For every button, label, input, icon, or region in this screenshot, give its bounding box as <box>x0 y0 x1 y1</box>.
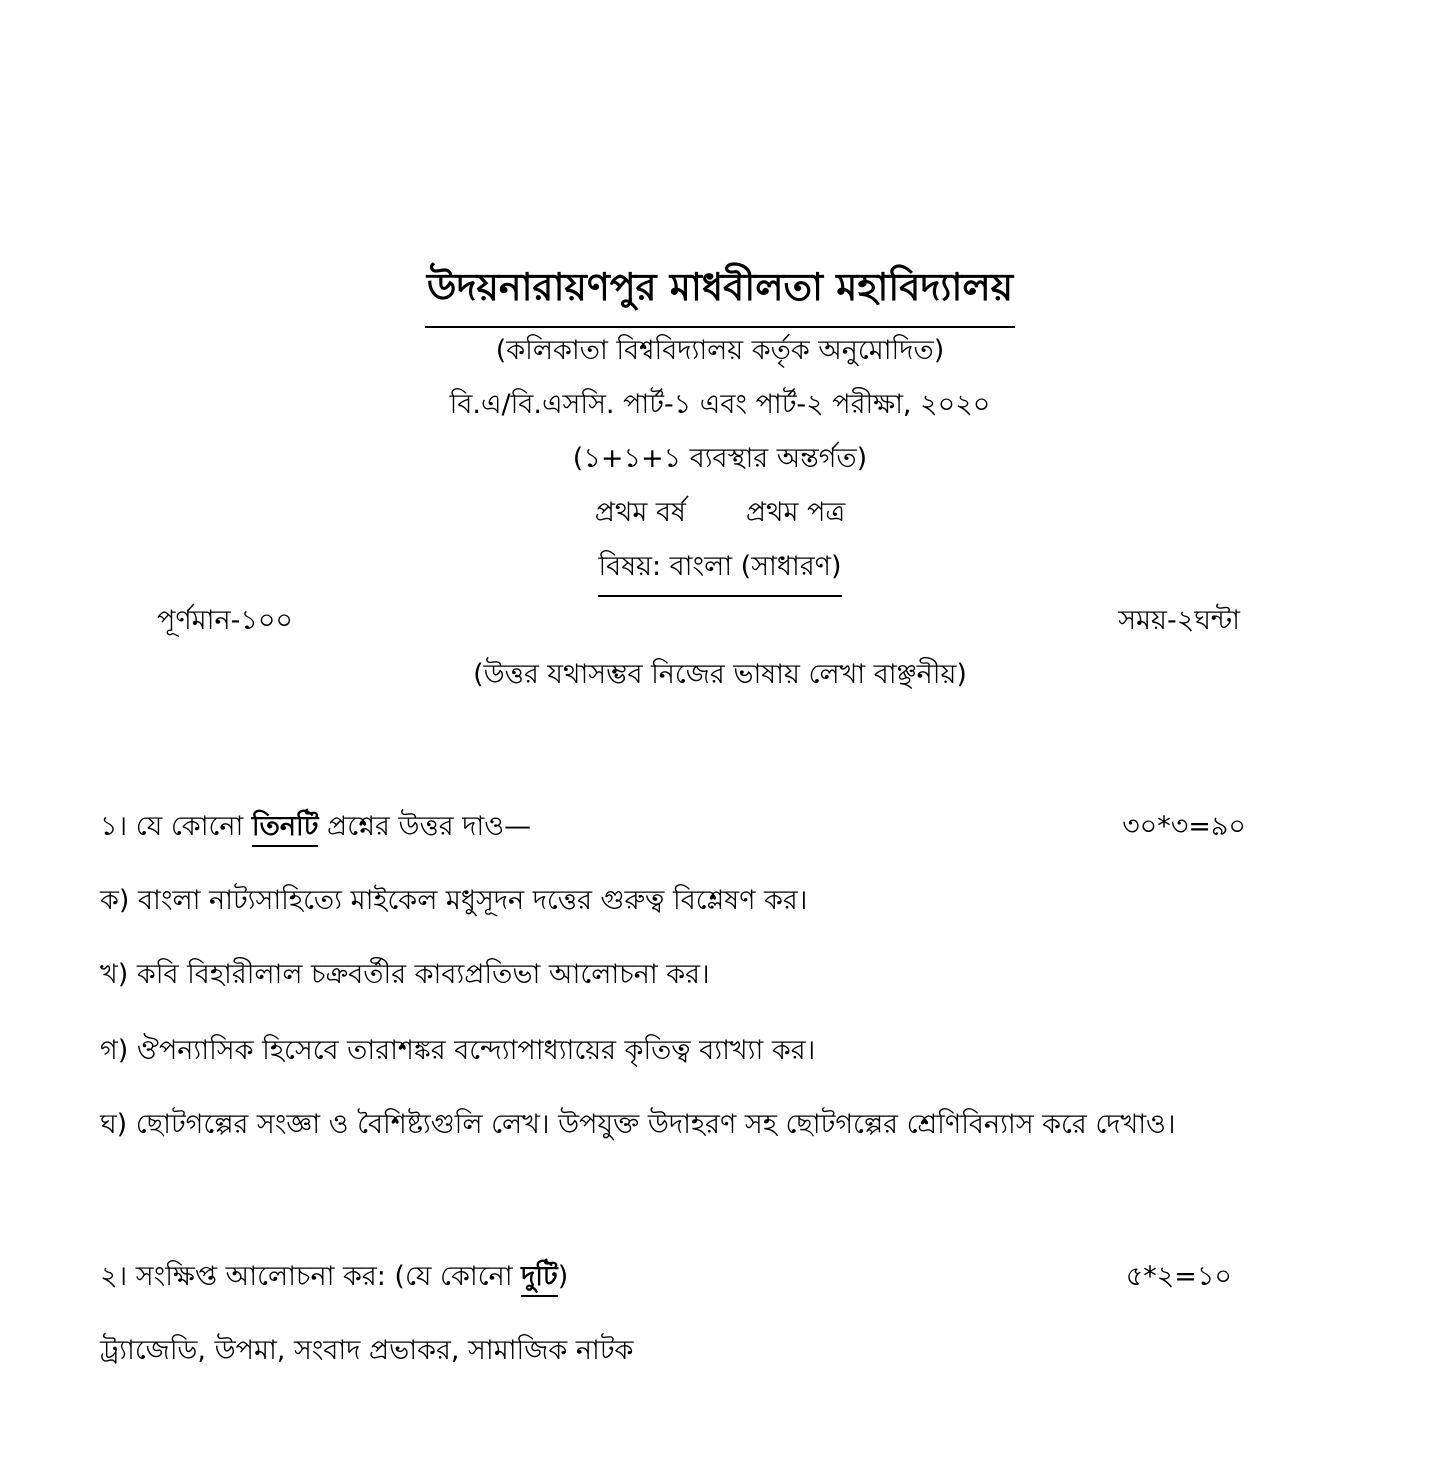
system-line: (১+১+১ ব্যবস্থার অন্তর্গত) <box>572 443 868 474</box>
question-1-item: ক) বাংলা নাট্যসাহিত্যে মাইকেল মধুসূদন দত্তের গুরুত্ব বিশ্লেষণ কর। <box>100 885 808 916</box>
question-2-emphasis: দুটি <box>521 1261 558 1297</box>
question-2-suffix: ) <box>557 1261 569 1292</box>
year-label: প্রথম বর্ষ <box>594 497 686 528</box>
question-1-item: ঘ) ছোটগল্পের সংজ্ঞা ও বৈশিষ্ট্যগুলি লেখ। উপযুক্ত উদাহরণ সহ ছোটগল্পের শ্রেণিবিন্যাস করে দেখাও। <box>100 1109 1176 1140</box>
time-allowed: সময়-২ঘন্টা <box>1118 605 1240 636</box>
question-1-suffix: প্রশ্নের উত্তর দাও— <box>318 811 532 842</box>
question-2-prefix: ২। সংক্ষিপ্ত আলোচনা কর: (যে কোনো <box>100 1261 522 1292</box>
question-2-topics: ট্র্যাজেডি, উপমা, সংবাদ প্রভাকর, সামাজিক নাটক <box>100 1335 634 1366</box>
question-1-prefix: ১। যে কোনো <box>100 811 252 842</box>
question-1-item: গ) ঔপন্যাসিক হিসেবে তারাশঙ্কর বন্দ্যোপাধ্যায়ের কৃতিত্ব ব্যাখ্যা কর। <box>100 1035 816 1066</box>
year-paper-line <box>0 492 1440 537</box>
exam-line: বি.এ/বি.এসসি. পার্ট-১ এবং পার্ট-২ পরীক্ষা, ২০২০ <box>449 389 991 420</box>
subject-line <box>0 546 1440 597</box>
question-2-marks: ৫*২=১০ <box>1125 1261 1232 1292</box>
question-1-heading <box>100 806 531 851</box>
full-marks: পূর্ণমান-১০০ <box>157 605 293 636</box>
paper-label: প্রথম পত্র <box>745 497 846 528</box>
college-title <box>0 258 1440 328</box>
question-1-emphasis: তিনটি <box>252 811 319 847</box>
question-1-marks: ৩০*৩=৯০ <box>1122 811 1246 842</box>
subject-label: বিষয়: বাংলা (সাধারণ) <box>598 546 841 597</box>
affiliation-line: (কলিকাতা বিশ্ববিদ্যালয় কর্তৃক অনুমোদিত) <box>495 335 945 366</box>
question-1-item: খ) কবি বিহারীলাল চক্রবর্তীর কাব্যপ্রতিভা আলোচনা কর। <box>100 959 710 990</box>
college-name: উদয়নারায়ণপুর মাধবীলতা মহাবিদ্যালয় <box>425 258 1015 328</box>
instruction-line: (উত্তর যথাসম্ভব নিজের ভাষায় লেখা বাঞ্ছনীয়) <box>473 659 967 690</box>
question-2-heading <box>100 1256 568 1301</box>
